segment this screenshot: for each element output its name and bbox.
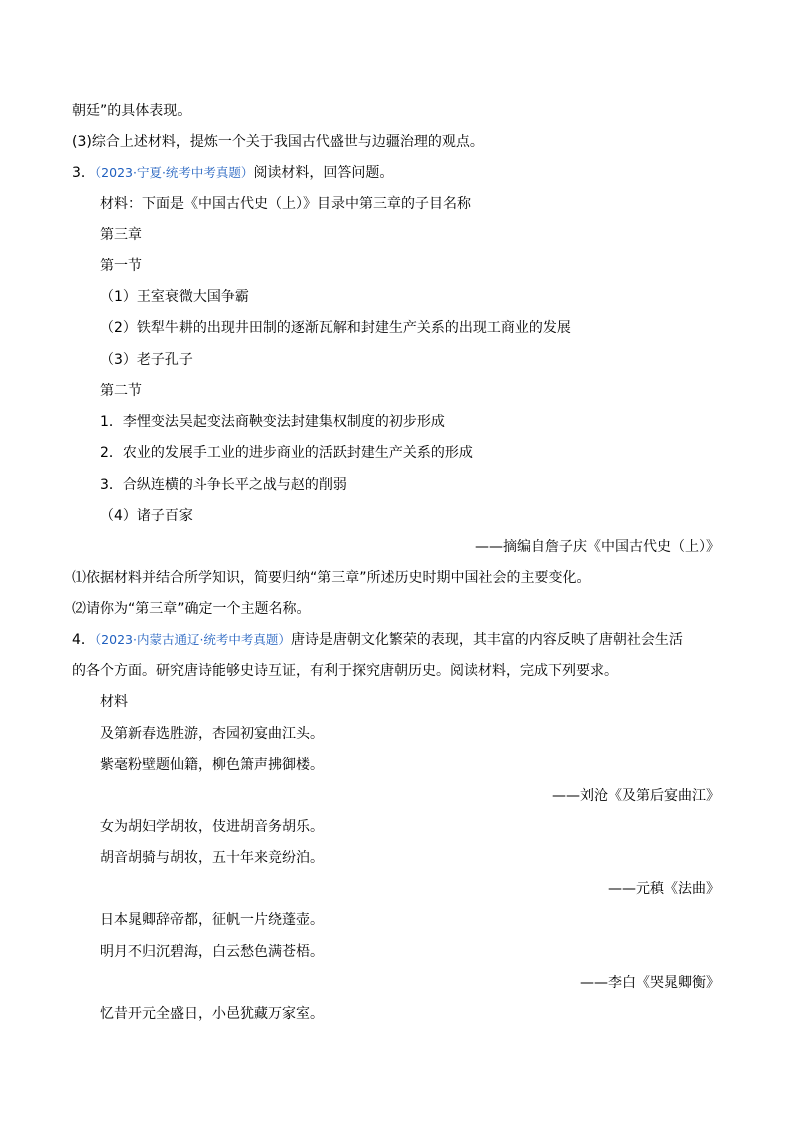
- q3-source: （2023·宁夏·统考中考真题）: [94, 165, 254, 180]
- q3-outline-item: （1）王室衰微大国争霸: [100, 289, 249, 305]
- poem-citation: ——元稹《法曲》: [608, 881, 720, 897]
- q3-header: [72, 163, 393, 183]
- q4-header: [72, 630, 683, 650]
- q3-outline-item: （3）老子孔子: [100, 352, 193, 368]
- poem-line: 紫毫粉壁题仙籍，柳色箫声拂御楼。: [100, 757, 324, 773]
- poem-line: 日本晁卿辞帝都，征帆一片绕蓬壶。: [100, 912, 324, 928]
- poem-line: 女为胡妇学胡妆，伎进胡音务胡乐。: [100, 819, 324, 835]
- poem-line: 胡音胡骑与胡妆，五十年来竞纷泊。: [100, 850, 324, 866]
- q3-outline-item: （2）铁犁牛耕的出现井田制的逐渐瓦解和封建生产关系的出现工商业的发展: [100, 320, 571, 336]
- poem-line: 及第新春选胜游，杏园初宴曲江头。: [100, 726, 324, 742]
- q3-citation: ——摘编自詹子庆《中国古代史（上）》: [475, 539, 720, 555]
- poem-line: 明月不归沉碧海，白云愁色满苍梧。: [100, 944, 324, 960]
- q3-outline-item: 1．李悝变法吴起变法商鞅变法封建集权制度的初步形成: [100, 414, 445, 430]
- q4-number: 4．: [72, 632, 95, 648]
- q3-outline-item: （4）诸子百家: [100, 508, 193, 524]
- q4-source: （2023·内蒙古通辽·统考中考真题）: [94, 632, 291, 647]
- q3-outline-item: 第一节: [100, 258, 142, 274]
- q3-outline-item: 2．农业的发展手工业的进步商业的活跃封建生产关系的形成: [100, 445, 473, 461]
- q4-prompt-1: 唐诗是唐朝文化繁荣的表现，其丰富的内容反映了唐朝社会生活: [290, 632, 683, 648]
- q4-prompt-2: 的各个方面。研究唐诗能够史诗互证，有利于探究唐朝历史。阅读材料，完成下列要求。: [72, 663, 618, 679]
- q3-outline-item: 3．合纵连横的斗争长平之战与赵的削弱: [100, 477, 347, 493]
- poem-citation: ——刘沧《及第后宴曲江》: [552, 788, 720, 804]
- q2-subquestion-3: (3)综合上述材料，提炼一个关于我国古代盛世与边疆治理的观点。: [72, 134, 484, 150]
- q3-prompt: 阅读材料，回答问题。: [253, 165, 394, 181]
- q3-outline-item: 第二节: [100, 383, 142, 399]
- q3-outline-item: 第三章: [100, 227, 142, 243]
- q4-material-label: 材料: [100, 694, 128, 710]
- poem-citation: ——李白《哭晁卿衡》: [580, 975, 720, 991]
- q2-tail-line: 朝廷”的具体表现。: [72, 103, 192, 119]
- poem-line: 忆昔开元全盛日，小邑犹藏万家室。: [100, 1006, 324, 1022]
- q3-subquestion-2: ⑵请你为“第三章”确定一个主题名称。: [72, 601, 311, 617]
- q3-material-intro: 材料：下面是《中国古代史（上）》目录中第三章的子目名称: [100, 196, 471, 212]
- q3-subquestion-1: ⑴依据材料并结合所学知识，简要归纳“第三章”所述历史时期中国社会的主要变化。: [72, 570, 591, 586]
- q3-number: 3．: [72, 165, 95, 181]
